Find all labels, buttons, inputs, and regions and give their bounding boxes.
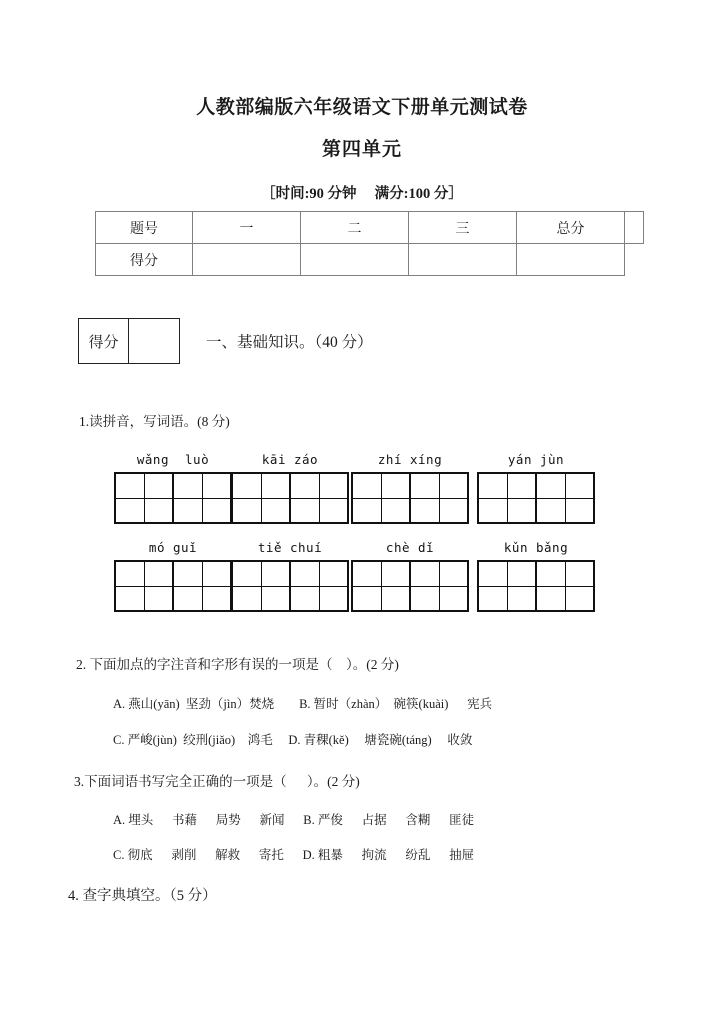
pinyin-row-1 [0, 452, 724, 542]
score-cell-1[interactable] [193, 244, 301, 276]
question-2-options-line-2[interactable]: C. 严峻(jùn) 绞刑(jiǎo) 鸿毛 D. 青稞(kě) 塘瓷碗(táng) 收敛 [113, 733, 473, 747]
answer-grid-4[interactable] [477, 472, 595, 524]
column-header-1: 一 [193, 212, 301, 244]
unit-title: 第四单元 [321, 138, 402, 160]
column-header-3: 三 [409, 212, 517, 244]
section-score-input[interactable] [129, 319, 179, 363]
pinyin-label-2: kāi záo [261, 452, 319, 467]
pinyin-row-2 [0, 540, 724, 630]
pinyin-item-2 [220, 452, 360, 524]
question-4-prompt: 4. 查字典填空。（5 分） [68, 888, 217, 904]
page-title: 人教部编版六年级语文下册单元测试卷 [196, 97, 528, 118]
column-header-2: 二 [301, 212, 409, 244]
section-one-header [78, 318, 373, 364]
grid-cell [479, 474, 537, 522]
pinyin-label-7: chè dǐ [385, 540, 435, 555]
section-score-label: 得分 [79, 319, 129, 363]
answer-grid-5[interactable] [114, 560, 232, 612]
score-cell-total[interactable] [517, 244, 625, 276]
answer-grid-2[interactable] [231, 472, 349, 524]
section-title: 一、基础知识。（40 分） [206, 334, 373, 351]
grid-cell [353, 562, 411, 610]
grid-cell [479, 562, 537, 610]
grid-cell [116, 474, 174, 522]
grid-cell [291, 562, 347, 610]
row-header-score: 得分 [96, 244, 193, 276]
table-row [96, 244, 644, 276]
question-3-options-line-1[interactable]: A. 埋头 书藉 局势 新闻 B. 严俊 占据 含糊 匪徒 [113, 813, 475, 827]
score-table [95, 211, 644, 276]
table-extra-cell [625, 212, 644, 244]
row-header-question-number: 题号 [96, 212, 193, 244]
grid-cell [291, 474, 347, 522]
pinyin-label-1: wǎng luò [136, 452, 210, 467]
grid-cell [353, 474, 411, 522]
table-extra-cell-empty [625, 244, 644, 276]
grid-cell [233, 562, 291, 610]
question-2-prompt: 2. 下面加点的字注音和字形有误的一项是（ ）。(2 分) [76, 657, 399, 672]
table-row [96, 212, 644, 244]
question-2-options-line-1[interactable]: A. 燕山(yān) 坚劲（jìn）焚烧 B. 暂时（zhàn） 碗筷(kuài) 宪兵 [113, 697, 493, 711]
pinyin-label-5: mó guǐ [148, 540, 198, 555]
question-1-prompt: 1.读拼音，写词语。(8 分) [79, 414, 230, 429]
grid-cell [411, 474, 467, 522]
answer-grid-6[interactable] [231, 560, 349, 612]
grid-cell [233, 474, 291, 522]
pinyin-item-8 [466, 540, 606, 612]
answer-grid-8[interactable] [477, 560, 595, 612]
pinyin-item-3 [340, 452, 480, 524]
pinyin-label-8: kǔn bǎng [503, 540, 569, 555]
pinyin-item-4 [466, 452, 606, 524]
answer-grid-1[interactable] [114, 472, 232, 524]
column-header-total: 总分 [517, 212, 625, 244]
pinyin-item-6 [220, 540, 360, 612]
pinyin-item-7 [340, 540, 480, 612]
exam-meta: ［时间:90 分钟 满分:100 分］ [261, 186, 463, 202]
question-3-prompt: 3.下面词语书写完全正确的一项是（ ）。(2 分) [74, 774, 360, 789]
question-3-options-line-2[interactable]: C. 彻底 剥削 解救 寄托 D. 粗暴 拘流 纷乱 抽屉 [113, 848, 475, 862]
grid-cell [116, 562, 174, 610]
grid-cell [537, 474, 593, 522]
answer-grid-3[interactable] [351, 472, 469, 524]
section-score-box [78, 318, 180, 364]
grid-cell [537, 562, 593, 610]
pinyin-label-6: tiě chuí [257, 540, 323, 555]
pinyin-label-4: yán jùn [507, 452, 565, 467]
grid-cell [411, 562, 467, 610]
pinyin-label-3: zhí xíng [377, 452, 443, 467]
answer-grid-7[interactable] [351, 560, 469, 612]
score-cell-2[interactable] [301, 244, 409, 276]
score-cell-3[interactable] [409, 244, 517, 276]
